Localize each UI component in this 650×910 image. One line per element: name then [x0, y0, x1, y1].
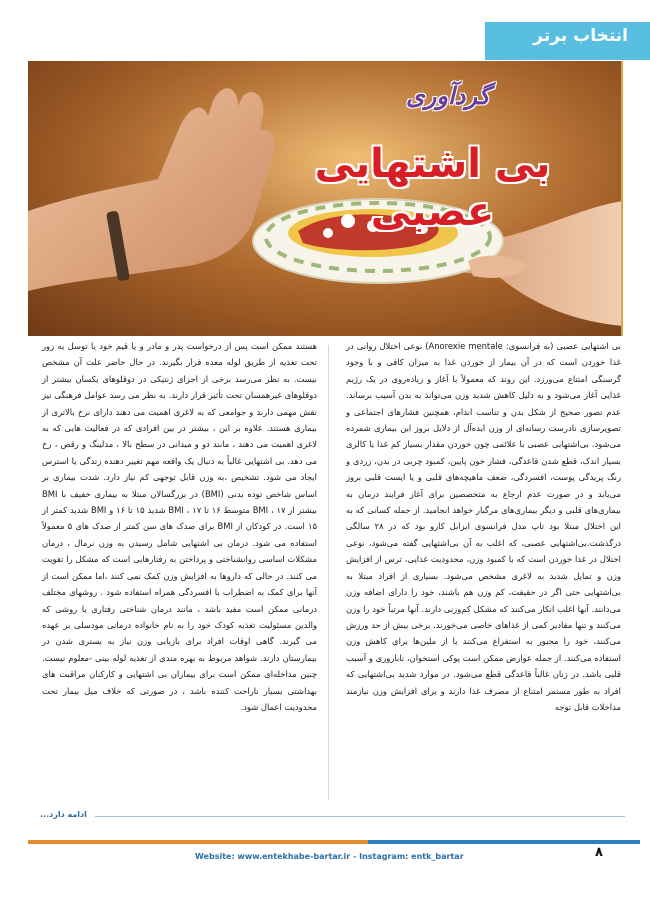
column-divider: [328, 345, 329, 800]
article-column-left: [42, 338, 317, 715]
footer-rule-blue: [368, 840, 640, 844]
brand-tab: [485, 22, 650, 60]
article-headline: بی اشتهایی عصبی: [314, 141, 551, 235]
continued-divider: [95, 816, 625, 817]
footer-rule-orange: [28, 840, 368, 844]
article-column-right: [346, 338, 621, 715]
section-kicker: گردآوری: [406, 82, 490, 110]
article-paragraph: بی اشتهایی عصبی (به فرانسوی: Anorexie mentale) نوعی اختلال روانی در غذا خوردن است که در آن بیمار از خوردن غذا به میزان کافی و با وجود گرسنگی امتناع می‌ورزد. این روند که معمولاً با آغاز و زیاده‌روی در یک رژیم غذایی آغاز می‌شود و به دلیل کاهش شدید وزن می‌تواند به بدن آسیب برساند. عدم تصور صحیح از شکل بدن و تناسب اندام، همچنین فشارهای اجتماعی و تصویرسازی نادرست رسانه‌ای از وزن ایده‌آل از دلایل بروز این بیماری شمرده می‌شود. بی‌اشتهایی عصبی با علائمی چون خوردن مقدار بسیار کم غذا یا کالری بسیار اندک، قطع شدن قاعدگی، فشار خون پایین، کمبود چربی در بدن، زردی و رنگ پریدگی پوست، افسردگی، ضعف ماهیچه‌های قلبی و یا ایست قلبی بروز می‌یابد و در صورت عدم ارجاع به متخصصین برای آغاز فرایند درمان به بیماری‌های قلبی و دیگر بیماری‌های مرگبار خواهد انجامید. از جمله کسانی که به این اختلال مبتلا بود تاپ مدل فرانسوی ایزابل کارو بود که در ۲۸ سالگی درگذشت.بی‌اشتهایی عصبی، که اغلب به آن بی‌اشتهایی گفته می‌شود، نوعی اختلال در غذا خوردن است که با کمبود وزن، محدودیت غذایی، ترس از افزایش وزن و تمایل شدید به لاغری مشخص می‌شود. بسیاری از افراد مبتلا به بی‌اشتهایی حتی اگر در حقیقت، کم وزن هم باشند، خود را دارای اضافه وزن می‌دانند. آنها اغلب انکار می‌کنند که مشکل کم‌وزنی دارند. آنها مرتباً خود را وزن می‌کنند و تنها مقادیر کمی از غذاهای خاصی می‌خورند. برخی بیش از حد ورزش می‌کنند، خود را مجبور به استفراغ می‌کنند یا از ملین‌ها برای کاهش وزن استفاده می‌کنند. از جمله عوارض ممکن است پوکی استخوان، ناباروری و آسیب قلبی باشد. در زنان غالباً قاعدگی قطع می‌شود. در موارد شدید بی‌اشتهایی که افراد به طور مستمر امتناع از مصرف غذا دارند و برای افزایش وزن نیازمند مداخلات قابل توجه: [346, 341, 621, 712]
page-number: ۸: [595, 845, 603, 860]
article-paragraph: هستند ممکن است پس از درخواست پدر و مادر و یا قیم خود یا توسل به زور تحت تغذیه از طریق لوله معده قرار بگیرند. در حال حاضر علت آن مشخص نیست. به نظر می‌رسد برخی از اجزای ژنتیکی در دوقلوهای یکسان بیشتر از دوقلوهای غیرهمسان تحت تأثیر قرار دارند. به نظر می رسد عوامل فرهنگی نیز نقش مهمی دارند و جوامعی که به لاغری اهمیت می دهند دارای نرخ بالاتری از بیماری هستند. علاوه بر این ، بیشتر در بین افرادی که در فعالیت هایی که به لاغری اهمیت می دهند ، مانند دو و میدانی در سطح بالا ، مدلینگ و رقص ، رخ می دهد. بی اشتهایی غالباً به دنبال یک واقعه مهم تغییر دهنده زندگی یا استرس ایجاد می شود. تشخیص ،به وزن قابل توجهی کم نیاز دارد. شدت بیماری بر اساس شاخص توده بدنی (BMI) در بزرگسالان مبتلا به بیماری خفیف با BMI بیشتر از ۱۷ ، BMI متوسط ۱۶ تا ۱۷ ، BMI شدید ۱۵ تا ۱۶ و BMI شدید کمتر از ۱۵ است. در کودکان از BMI برای صدک های سن کمتر از صدک های ۵ معمولاً استفاده می شود. درمان بی اشتهایی شامل رسیدن به وزن نرمال ، درمان مشکلات اساسی روانشناختی و پرداختن به رفتارهایی است که مشکل را تقویت می کنند. در حالی که داروها به افزایش وزن کمک نمی کنند ،اما ممکن است از آنها برای کمک به اضطراب یا افسردگی همراه استفاده شود . روشهای مختلف درمانی ممکن است مفید باشد ، مانند درمان شناختی رفتاری یا روشی که والدین مسئولیت تغذیه کودک خود را به نام خانواده درمانی مودسلی بر عهده می گیرند. گاهی اوقات افراد برای بازیابی وزن نیاز به بستری شدن در بیمارستان دارند. شواهد مربوط به بهره مندی از تغذیه لوله بینی -معلوم نیست. چنین مداخله‌ای ممکن است برای بیماران بی اشتهایی و کارکنان مراقبت های بهداشتی بسیار ناراحت کننده باشد ، در صورتی که خلاف میل بیمار تحت محدودیت اعمال شود.: [42, 341, 318, 712]
footer-links: Website: www.entekhabe-bartar.ir - Instagram: entk_bartar: [195, 852, 464, 861]
continued-note: ادامه دارد...: [40, 810, 87, 819]
brand-logo-text: انتخاب برتر: [533, 26, 628, 46]
